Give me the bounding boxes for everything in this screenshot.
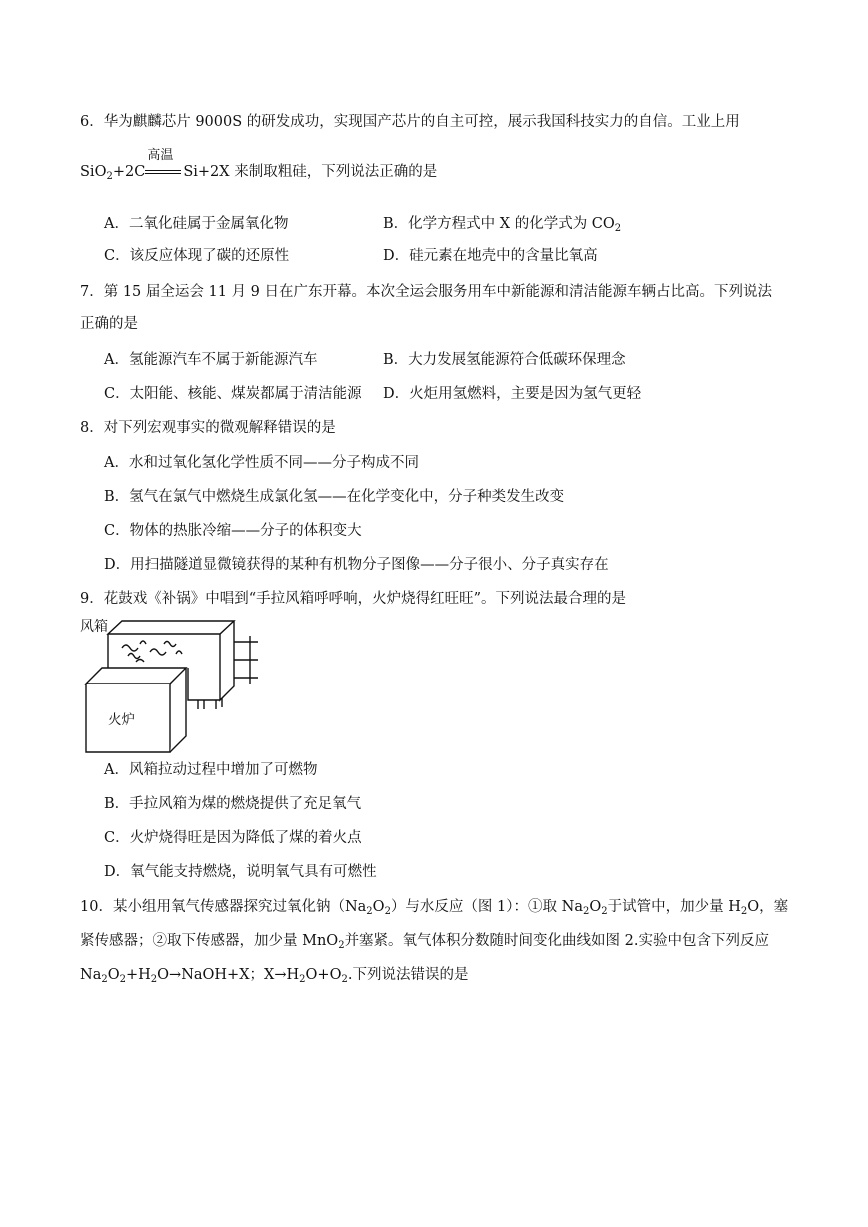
bellows-furnace-drawing (80, 616, 260, 756)
q7-option-a: A．氢能源汽车不属于新能源汽车 (104, 352, 318, 368)
q10-l3-s4: 2 (299, 974, 306, 985)
q6-option-d: D．硅元素在地壳中的含量比氧高 (383, 248, 598, 264)
q9-option-a: A．风箱拉动过程中增加了可燃物 (104, 762, 318, 778)
q10-l3-s5: 2 (341, 974, 348, 985)
q10-l3-m1: O (107, 967, 120, 983)
q10-l1-end: O，塞 (747, 899, 789, 915)
q10-l3-m2: +H (125, 967, 151, 983)
smoke-squiggles (122, 641, 182, 662)
q10-l3-s1: 2 (101, 974, 108, 985)
q6-stem-line1: 6．华为麒麟芯片 9000S 的研发成功，实现国产芯片的自主可控，展示我国科技实力的自信。工业上用 (80, 114, 740, 130)
q10-l1-m3: O (589, 899, 602, 915)
q10-l3-s3: 2 (150, 974, 158, 985)
q7-option-c: C．太阳能、核能、煤炭都属于清洁能源 (104, 386, 362, 402)
q8-option-d: D．用扫描隧道显微镜获得的某种有机物分子图像——分子很小、分子真实存在 (104, 557, 609, 573)
q7-stem-line2: 正确的是 (80, 316, 138, 332)
q6-option-c: C．该反应体现了碳的还原性 (104, 248, 290, 264)
q10-l2-s1: 2 (338, 940, 345, 951)
q6-eq-post: Si+2X 来制取粗硅，下列说法正确的是 (183, 164, 438, 180)
q6-equation-line (80, 148, 438, 182)
q10-l3-m3: O→NaOH+X；X→H (157, 967, 300, 983)
q10-l2-end: 并塞紧。氧气体积分数随时间变化曲线如图 2.实验中包含下列反应 (344, 933, 770, 949)
bellows-furnace-figure (80, 616, 260, 756)
q10-l3-pre: Na (80, 967, 102, 983)
bellows-box-bottom-edge (188, 668, 220, 700)
q10-l3-m4: O+O (305, 967, 342, 983)
q10-l1-s2: 2 (384, 906, 391, 917)
q9-option-b: B．手拉风箱为煤的燃烧提供了充足氧气 (104, 796, 362, 812)
q8-option-a: A．水和过氧化氢化学性质不同——分子构成不同 (104, 455, 419, 471)
q10-l2-pre: 紧传感器；②取下传感器，加少量 MnO (80, 933, 339, 949)
equals-bar-bottom (145, 173, 181, 174)
reaction-condition-label: 高温 (147, 148, 174, 163)
q10-l3-end: .下列说法错误的是 (347, 967, 469, 983)
q10-l1-m1: O (372, 899, 385, 915)
q6-eq-mid: +2C (112, 164, 146, 180)
equals-bar-top (145, 170, 181, 171)
q6-eq-pre: SiO (80, 164, 107, 180)
q10-l1-m4: 于试管中，加少量 H (607, 899, 741, 915)
reaction-condition-arrow (145, 148, 183, 182)
furnace-label: 火炉 (108, 712, 135, 728)
q7-option-b: B．大力发展氢能源符合低碳环保理念 (383, 352, 626, 368)
q6-option-b-text: B．化学方程式中 X 的化学式为 CO (383, 216, 615, 232)
q8-option-c: C．物体的热胀冷缩——分子的体积变大 (104, 523, 362, 539)
q9-option-c: C．火炉烧得旺是因为降低了煤的着火点 (104, 830, 362, 846)
q10-l1-s4: 2 (601, 906, 608, 917)
q10-stem-line3 (80, 965, 468, 985)
q10-l1-s3: 2 (582, 906, 590, 917)
bellows-box-top (108, 621, 234, 634)
q6-option-a: A．二氧化硅属于金属氧化物 (104, 216, 289, 232)
bellows-handle (234, 636, 258, 684)
q6-option-b (383, 214, 621, 234)
q10-l1-m2: ）与水反应（图 1）：①取 Na (390, 899, 583, 915)
bellows-label: 风箱 (80, 619, 108, 635)
q9-option-d: D．氧气能支持燃烧，说明氧气具有可燃性 (104, 864, 377, 880)
q10-stem-line1 (80, 897, 788, 917)
q8-option-b: B．氢气在氯气中燃烧生成氯化氢——在化学变化中，分子种类发生改变 (104, 489, 565, 505)
q9-stem: 9．花鼓戏《补锅》中唱到“手拉风箱呼呼响，火炉烧得红旺旺”。下列说法最合理的是 (80, 591, 627, 607)
q6-option-b-sub: 2 (614, 223, 622, 234)
q10-l1-s5: 2 (740, 906, 748, 917)
q10-l1-pre: 10．某小组用氧气传感器探究过氧化钠（Na (80, 899, 367, 915)
q10-stem-line2 (80, 931, 769, 951)
q6-eq-sub1: 2 (106, 171, 113, 182)
furnace-box-top (86, 668, 186, 684)
q7-stem-line1: 7．第 15 届全运会 11 月 9 日在广东开幕。本次全运会服务用车中新能源和清洁能源车辆占比高。下列说法 (80, 284, 773, 300)
q8-stem: 8．对下列宏观事实的微观解释错误的是 (80, 420, 336, 436)
q7-option-d: D．火炬用氢燃料，主要是因为氢气更轻 (383, 386, 642, 402)
q10-l3-s2: 2 (119, 974, 126, 985)
q10-l1-s1: 2 (366, 906, 373, 917)
